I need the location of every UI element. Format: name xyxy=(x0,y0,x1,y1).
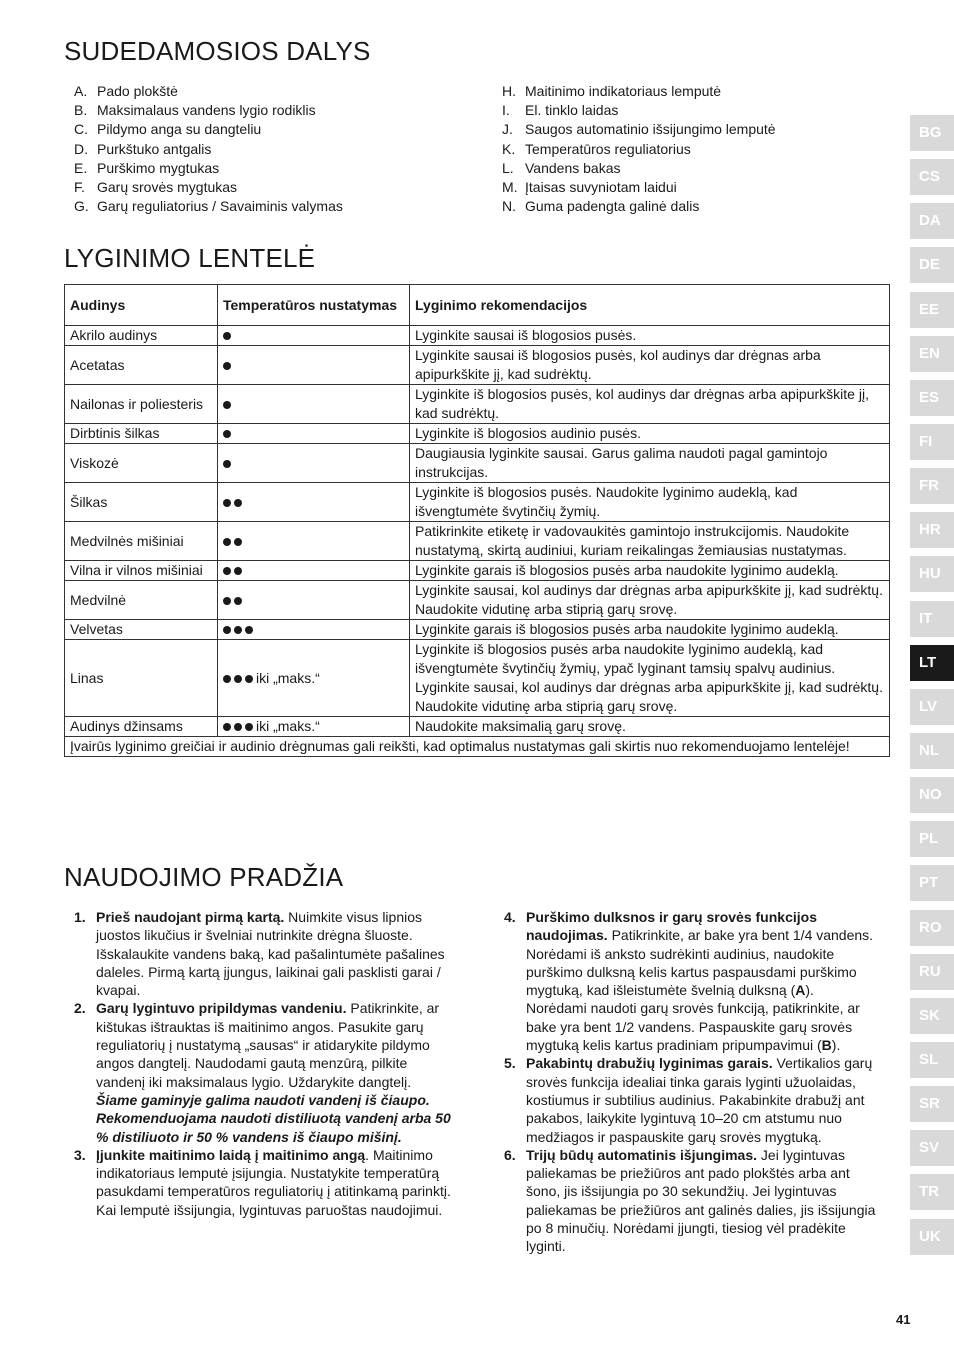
temperature-dot xyxy=(223,430,231,438)
temperature-dot xyxy=(223,675,231,683)
start-title: NAUDOJIMO PRADŽIA xyxy=(64,862,344,892)
temperature-dot xyxy=(223,460,231,468)
part-letter: E. xyxy=(74,159,88,176)
part-item xyxy=(74,140,343,159)
part-item xyxy=(74,82,343,101)
table-footnote: Įvairūs lyginimo greičiai ir audinio drėgnumas gali reikšti, kad optimalus nustatymas gali skirtis nuo rekomenduojamo lentelėje! xyxy=(65,737,890,757)
language-tab-hr[interactable]: HR xyxy=(910,512,954,548)
parts-title: SUDEDAMOSIOS DALYS xyxy=(64,36,371,66)
language-tab-hu[interactable]: HU xyxy=(910,556,954,592)
part-label: El. tinklo laidas xyxy=(525,102,619,119)
temperature-cell xyxy=(218,385,410,424)
table-row xyxy=(65,444,890,483)
part-letter: B. xyxy=(74,102,88,119)
header-recommendation: Lyginimo rekomendacijos xyxy=(410,285,890,326)
part-label: Purškimo mygtukas xyxy=(97,159,220,176)
step-item xyxy=(64,908,454,999)
step-mark-a: A xyxy=(795,982,806,999)
step-number: 4. xyxy=(504,909,516,925)
language-tab-en[interactable]: EN xyxy=(910,336,954,372)
part-label: Purkštuko antgalis xyxy=(97,140,212,157)
temperature-dot xyxy=(234,499,242,507)
recommendation-cell: Lyginkite iš blogosios pusės, kol audinys dar drėgnas arba apipurkškite jį, kad sudrėktų. xyxy=(410,385,890,424)
recommendation-cell: Lyginkite garais iš blogosios pusės arba naudokite lyginimo audeklą. xyxy=(410,561,890,581)
temperature-dot xyxy=(223,499,231,507)
part-letter: I. xyxy=(502,102,510,119)
table-header-row xyxy=(65,285,890,326)
temperature-cell xyxy=(218,561,410,581)
parts-list-left xyxy=(74,82,343,216)
temperature-cell xyxy=(218,483,410,522)
temperature-suffix: iki „maks.“ xyxy=(256,718,320,734)
part-item xyxy=(502,178,776,197)
parts-list-right xyxy=(502,82,776,216)
fabric-cell: Medvilnės mišiniai xyxy=(65,522,218,561)
ironing-table xyxy=(64,284,890,757)
step-body: ). xyxy=(831,1037,841,1054)
part-label: Maitinimo indikatoriaus lemputė xyxy=(525,83,722,99)
part-item xyxy=(502,140,776,159)
fabric-cell: Dirbtinis šilkas xyxy=(65,424,218,444)
step-body: . Maitinimo indikatoriaus lemputė įsijungia. Nustatykite temperatūrą pasukdami temperatūros reguliatorių į atitinkamą parinktį. Kai lemputė išsijungia, lygintuvas paruoštas naudojimui. xyxy=(96,1146,451,1218)
part-label: Guma padengta galinė dalis xyxy=(525,198,700,215)
temperature-cell xyxy=(218,522,410,561)
temperature-dot xyxy=(223,538,231,546)
language-tab-ro[interactable]: RO xyxy=(910,910,954,946)
recommendation-cell: Lyginkite iš blogosios audinio pusės. xyxy=(410,424,890,444)
step-item xyxy=(64,999,454,1145)
language-tab-bg[interactable]: BG xyxy=(910,115,954,151)
language-tab-de[interactable]: DE xyxy=(910,247,954,283)
part-item xyxy=(502,197,776,216)
part-letter: N. xyxy=(502,198,516,215)
language-tab-da[interactable]: DA xyxy=(910,203,954,239)
step-item xyxy=(64,1146,454,1219)
part-label: Įtaisas suvyniotam laidui xyxy=(525,179,677,196)
recommendation-cell: Patikrinkite etiketę ir vadovaukitės gamintojo instrukcijomis. Naudokite nustatymą, skirtą audiniui, kuriam reikalingas žemiausias nustatymas. xyxy=(410,522,890,561)
step-number: 5. xyxy=(504,1055,516,1072)
step-body: Vertikalios garų srovės funkcija idealiai tinka garais lyginti užuolaidas, kostiumus ir subtilius audinius. Pakabinkite drabužį ant pakabos, laikykite lygintuvą 10–20 cm atstumu nuo medžiagos ir paspauskite garų srovės mygtuką. xyxy=(526,1055,873,1145)
language-tab-nl[interactable]: NL xyxy=(910,733,954,769)
step-body: Jei lygintuvas paliekamas be priežiūros ant pado plokštės arba ant šono, jis išsijungia po 30 sekundžių. Jei lygintuvas paliekamas be priežiūros ant galinės dalies, jis išsijungia po 8 minučių. Norėdami įjungti, tiesiog vėl pradėkite lyginti. xyxy=(526,1146,876,1255)
part-label: Garų srovės mygtukas xyxy=(97,179,238,196)
language-tab-ru[interactable]: RU xyxy=(910,954,954,990)
temperature-dot xyxy=(223,723,231,731)
temperature-cell xyxy=(218,581,410,620)
fabric-cell: Akrilo audinys xyxy=(65,326,218,346)
step-number: 6. xyxy=(504,1146,516,1163)
step-item xyxy=(494,908,878,1054)
part-label: Pildymo anga su dangteliu xyxy=(97,121,262,138)
step-item xyxy=(494,1054,878,1145)
language-tab-ee[interactable]: EE xyxy=(910,292,954,328)
temperature-dot xyxy=(223,362,231,370)
part-item xyxy=(74,197,343,216)
temperature-dot xyxy=(245,723,253,731)
steps-left xyxy=(64,908,454,1219)
steps-right xyxy=(494,908,878,1256)
language-tab-it[interactable]: IT xyxy=(910,601,954,637)
temperature-dot xyxy=(234,538,242,546)
part-letter: G. xyxy=(74,198,89,215)
recommendation-cell: Lyginkite iš blogosios pusės. Naudokite lyginimo audeklą, kad išvengtumėte švytinčių žymių. xyxy=(410,483,890,522)
step-body: Patikrinkite, ar bake yra bent 1/4 vandens. Norėdami iš anksto sudrėkinti audinius, naudokite purškimo dulksną kelis kartus paspausdami purškimo mygtuką, kad išleistumėte švelnią dulksną ( xyxy=(526,927,874,999)
fabric-cell: Vilna ir vilnos mišiniai xyxy=(65,561,218,581)
step-title: Įjunkite maitinimo laidą į maitinimo angą xyxy=(96,1146,366,1163)
part-label: Temperatūros reguliatorius xyxy=(525,140,691,157)
recommendation-cell: Lyginkite iš blogosios pusės arba naudokite lyginimo audeklą, kad išvengtumėte švytinčių žymių, ypač lyginant tamsių spalvų audinius. Lyginkite sausai, kol audinys dar drėgnas arba apipurkškite jį, kad sudrėktų. Naudokite vidutinę arba stiprią garų srovę. xyxy=(410,640,890,717)
step-body: ). Norėdami naudoti garų srovės funkciją, patikrinkite, ar bake yra bent 1/2 vandens. Paspauskite garų srovės mygtuką kelis kartus pradiniam pripumpavimui ( xyxy=(526,982,860,1054)
recommendation-cell: Lyginkite garais iš blogosios pusės arba naudokite lyginimo audeklą. xyxy=(410,620,890,640)
table-row xyxy=(65,581,890,620)
table-title: LYGINIMO LENTELĖ xyxy=(64,243,316,273)
step-title: Trijų būdų automatinis išjungimas. xyxy=(526,1146,758,1163)
part-letter: D. xyxy=(74,140,88,157)
part-letter: C. xyxy=(74,121,88,138)
temperature-dot xyxy=(234,567,242,575)
part-letter: H. xyxy=(502,83,516,99)
header-temperature: Temperatūros nustatymas xyxy=(218,285,410,326)
step-item xyxy=(494,1146,878,1256)
page-number: 41 xyxy=(896,1312,911,1327)
part-item xyxy=(502,82,776,101)
fabric-cell: Linas xyxy=(65,640,218,717)
part-label: Saugos automatinio išsijungimo lemputė xyxy=(525,121,776,138)
step-number: 1. xyxy=(74,909,86,925)
part-letter: L. xyxy=(502,159,514,176)
fabric-cell: Šilkas xyxy=(65,483,218,522)
part-item xyxy=(502,101,776,120)
step-body: Nuimkite visus lipnios juostos likučius ir švelniai nutrinkite drėgna šluoste. Išskalaukite vandens baką, kad pašalintumėte pašalines daleles. Pirmą kartą įjungus, laikinai gali pasklisti garai / kvapai. xyxy=(96,909,445,999)
fabric-cell: Acetatas xyxy=(65,346,218,385)
temperature-dot xyxy=(234,723,242,731)
language-tab-pt[interactable]: PT xyxy=(910,865,954,901)
language-tabs xyxy=(910,115,954,1263)
table-row xyxy=(65,640,890,717)
language-tab-sk[interactable]: SK xyxy=(910,998,954,1034)
temperature-dot xyxy=(223,597,231,605)
temperature-cell xyxy=(218,717,410,737)
step-number: 2. xyxy=(74,1000,86,1017)
fabric-cell: Medvilnė xyxy=(65,581,218,620)
temperature-dot xyxy=(234,626,242,634)
temperature-dot xyxy=(234,675,242,683)
language-tab-lv[interactable]: LV xyxy=(910,689,954,725)
temperature-cell xyxy=(218,424,410,444)
fabric-cell: Nailonas ir poliesteris xyxy=(65,385,218,424)
header-fabric: Audinys xyxy=(65,285,218,326)
step-title: Purškimo dulksnos ir garų srovės funkcijos naudojimas. xyxy=(526,909,817,944)
temperature-cell xyxy=(218,444,410,483)
language-tab-no[interactable]: NO xyxy=(910,777,954,813)
table-row xyxy=(65,620,890,640)
table-row xyxy=(65,385,890,424)
part-label: Pado plokštė xyxy=(97,83,178,99)
recommendation-cell: Daugiausia lyginkite sausai. Garus galima naudoti pagal gamintojo instrukcijas. xyxy=(410,444,890,483)
step-body: Patikrinkite, ar kištukas ištrauktas iš maitinimo angos. Pasukite garų reguliatorių į nustatymą „sausas“ ir atidarykite pildymo angos dangtelį. Naudodami gautą menzūrą, pilkite vandenį iki maksimalaus lygio. Uždarykite dangtelį. xyxy=(96,1000,440,1090)
temperature-dot xyxy=(223,626,231,634)
table-row xyxy=(65,717,890,737)
temperature-dot xyxy=(223,567,231,575)
recommendation-cell: Lyginkite sausai iš blogosios pusės, kol audinys dar drėgnas arba apipurkškite jį, kad sudrėktų. xyxy=(410,346,890,385)
part-label: Maksimalaus vandens lygio rodiklis xyxy=(97,102,316,119)
table-row xyxy=(65,424,890,444)
part-label: Vandens bakas xyxy=(525,159,621,176)
step-title: Garų lygintuvo pripildymas vandeniu. xyxy=(96,1000,347,1017)
step-mark-b: B xyxy=(821,1037,832,1054)
recommendation-cell: Lyginkite sausai, kol audinys dar drėgnas arba apipurkškite jį, kad sudrėktų. Naudokite vidutinę arba stiprią garų srovę. xyxy=(410,581,890,620)
language-tab-sv[interactable]: SV xyxy=(910,1130,954,1166)
part-item xyxy=(74,159,343,178)
fabric-cell: Viskozė xyxy=(65,444,218,483)
temperature-dot xyxy=(223,401,231,409)
temperature-dot xyxy=(223,332,231,340)
language-tab-uk[interactable]: UK xyxy=(910,1219,954,1255)
table-footnote-row xyxy=(65,737,890,757)
temperature-dot xyxy=(245,675,253,683)
table-row xyxy=(65,326,890,346)
part-letter: A. xyxy=(74,83,88,99)
language-tab-tr[interactable]: TR xyxy=(910,1174,954,1210)
part-item xyxy=(74,101,343,120)
part-letter: M. xyxy=(502,179,518,196)
language-tab-cs[interactable]: CS xyxy=(910,159,954,195)
temperature-cell xyxy=(218,326,410,346)
step-number: 3. xyxy=(74,1146,86,1163)
part-letter: K. xyxy=(502,140,516,157)
fabric-cell: Velvetas xyxy=(65,620,218,640)
part-item xyxy=(502,159,776,178)
table-row xyxy=(65,483,890,522)
temperature-cell xyxy=(218,346,410,385)
step-title: Pakabintų drabužių lyginimas garais. xyxy=(526,1055,773,1072)
part-letter: J. xyxy=(502,121,513,138)
step-title: Prieš naudojant pirmą kartą. xyxy=(96,909,285,925)
fabric-cell: Audinys džinsams xyxy=(65,717,218,737)
step-emphasis: Šiame gaminyje galima naudoti vandenį iš čiaupo. Rekomenduojama naudoti distiliuotą vandenį arba 50 % distiliuoto ir 50 % vandens iš čiaupo mišinį. xyxy=(96,1091,451,1145)
temperature-cell xyxy=(218,620,410,640)
language-tab-pl[interactable]: PL xyxy=(910,821,954,857)
language-tab-sr[interactable]: SR xyxy=(910,1086,954,1122)
table-row xyxy=(65,561,890,581)
table-row xyxy=(65,522,890,561)
table-row xyxy=(65,346,890,385)
temperature-cell xyxy=(218,640,410,717)
language-tab-fr[interactable]: FR xyxy=(910,468,954,504)
language-tab-sl[interactable]: SL xyxy=(910,1042,954,1078)
part-letter: F. xyxy=(74,179,85,196)
recommendation-cell: Naudokite maksimalią garų srovę. xyxy=(410,717,890,737)
part-item xyxy=(502,120,776,139)
language-tab-es[interactable]: ES xyxy=(910,380,954,416)
recommendation-cell: Lyginkite sausai iš blogosios pusės. xyxy=(410,326,890,346)
temperature-suffix: iki „maks.“ xyxy=(256,669,320,686)
part-label: Garų reguliatorius / Savaiminis valymas xyxy=(97,198,343,215)
part-item xyxy=(74,178,343,197)
language-tab-lt[interactable]: LT xyxy=(910,645,954,681)
temperature-dot xyxy=(245,626,253,634)
temperature-dot xyxy=(234,597,242,605)
part-item xyxy=(74,120,343,139)
language-tab-fi[interactable]: FI xyxy=(910,424,954,460)
